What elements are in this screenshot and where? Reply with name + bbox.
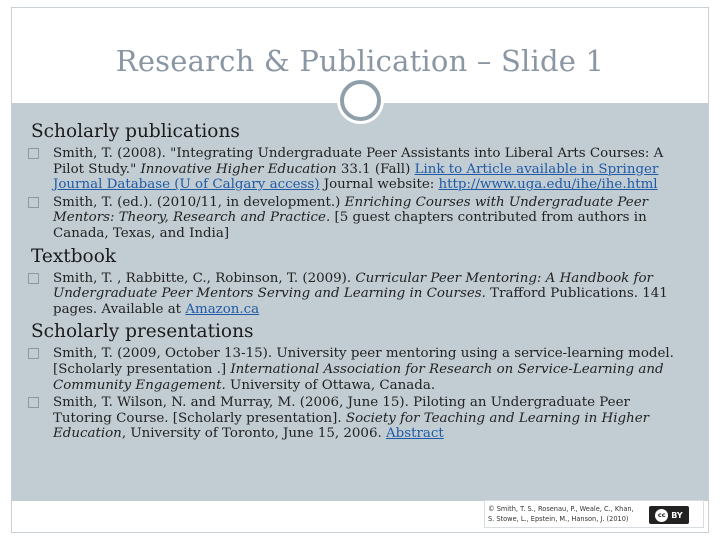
bullet-list — [31, 346, 691, 442]
license-box — [484, 500, 704, 528]
square-bullet-icon — [28, 273, 39, 284]
license-line-2: S. Stowe, L., Epstein, M., Hanson, J. (2010) — [488, 515, 629, 523]
list-item — [31, 146, 691, 193]
square-bullet-icon — [28, 348, 39, 359]
square-bullet-icon — [28, 397, 39, 408]
italic-title: Curricular Peer Mentoring: A Handbook for Undergraduate Peer Mentors Serving and Learning in Courses. — [53, 270, 653, 302]
reference-link[interactable]: Amazon.ca — [185, 301, 260, 317]
reference-link[interactable]: Abstract — [385, 426, 444, 442]
italic-title: International Association for Research on Service-Learning and Community Engagement. — [53, 361, 664, 393]
license-text — [488, 504, 638, 524]
item-text: , University of Toronto, June 15, 2006. — [121, 426, 386, 442]
item-text: Smith, T. (2008). "Integrating Undergraduate Peer Assistants into Liberal Arts Courses: A Pilot Study." — [53, 146, 664, 177]
decorative-circle-icon — [340, 80, 381, 121]
list-item — [31, 271, 691, 318]
divider-right — [382, 101, 708, 103]
list-item — [31, 395, 691, 442]
reference-link[interactable]: http://www.uga.edu/ihe/ihe.html — [438, 177, 658, 193]
cc-by-label: BY — [671, 510, 683, 520]
item-text: Smith, T. (2009, October 13-15). University peer mentoring using a service-learning model. [Scholarly presentation .] — [53, 346, 674, 377]
item-text: Smith, T. (ed.). (2010/11, in development.) — [53, 194, 345, 210]
item-text: 33.1 (Fall) — [336, 161, 415, 177]
divider-left — [12, 101, 338, 103]
item-text: Smith, T. Wilson, N. and Murray, M. (2006, June 15). Piloting an Undergraduate Peer Tutoring Course. [Scholarly presentation]. — [53, 395, 630, 426]
bullet-list — [31, 146, 691, 242]
item-text: University of Ottawa, Canada. — [225, 377, 436, 393]
cc-circle-icon: cc — [655, 509, 668, 522]
italic-title: Enriching Courses with Undergraduate Peer Mentors: Theory, Research and Practice. — [53, 194, 649, 226]
square-bullet-icon — [28, 148, 39, 159]
list-item — [31, 195, 691, 242]
item-text: Journal website: — [319, 177, 439, 193]
bullet-list — [31, 271, 691, 318]
section-heading: Scholarly publications — [31, 121, 240, 142]
item-text: Smith, T. , Rabbitte, C., Robinson, T. (2009). — [53, 270, 356, 286]
slide-title: Research & Publication – Slide 1 — [115, 44, 605, 78]
item-text: [5 guest chapters contributed from authors in Canada, Texas, and India] — [53, 210, 647, 241]
section-heading: Textbook — [31, 245, 117, 267]
cc-license-icon[interactable] — [649, 506, 689, 524]
license-line-1: © Smith, T. S., Rosenau, P., Weale, C., Khan, — [488, 505, 634, 513]
section-heading: Scholarly presentations — [31, 321, 254, 343]
slide-body — [31, 121, 691, 442]
italic-title: Innovative Higher Education — [140, 161, 337, 177]
item-text: Trafford Publications. 141 pages. Available at — [53, 286, 668, 317]
reference-link[interactable]: Link to Article available in Springer Journal Database (U of Calgary access) — [53, 161, 659, 193]
italic-title: Society for Teaching and Learning in Higher Education — [53, 410, 650, 442]
list-item — [31, 346, 691, 393]
square-bullet-icon — [28, 197, 39, 208]
